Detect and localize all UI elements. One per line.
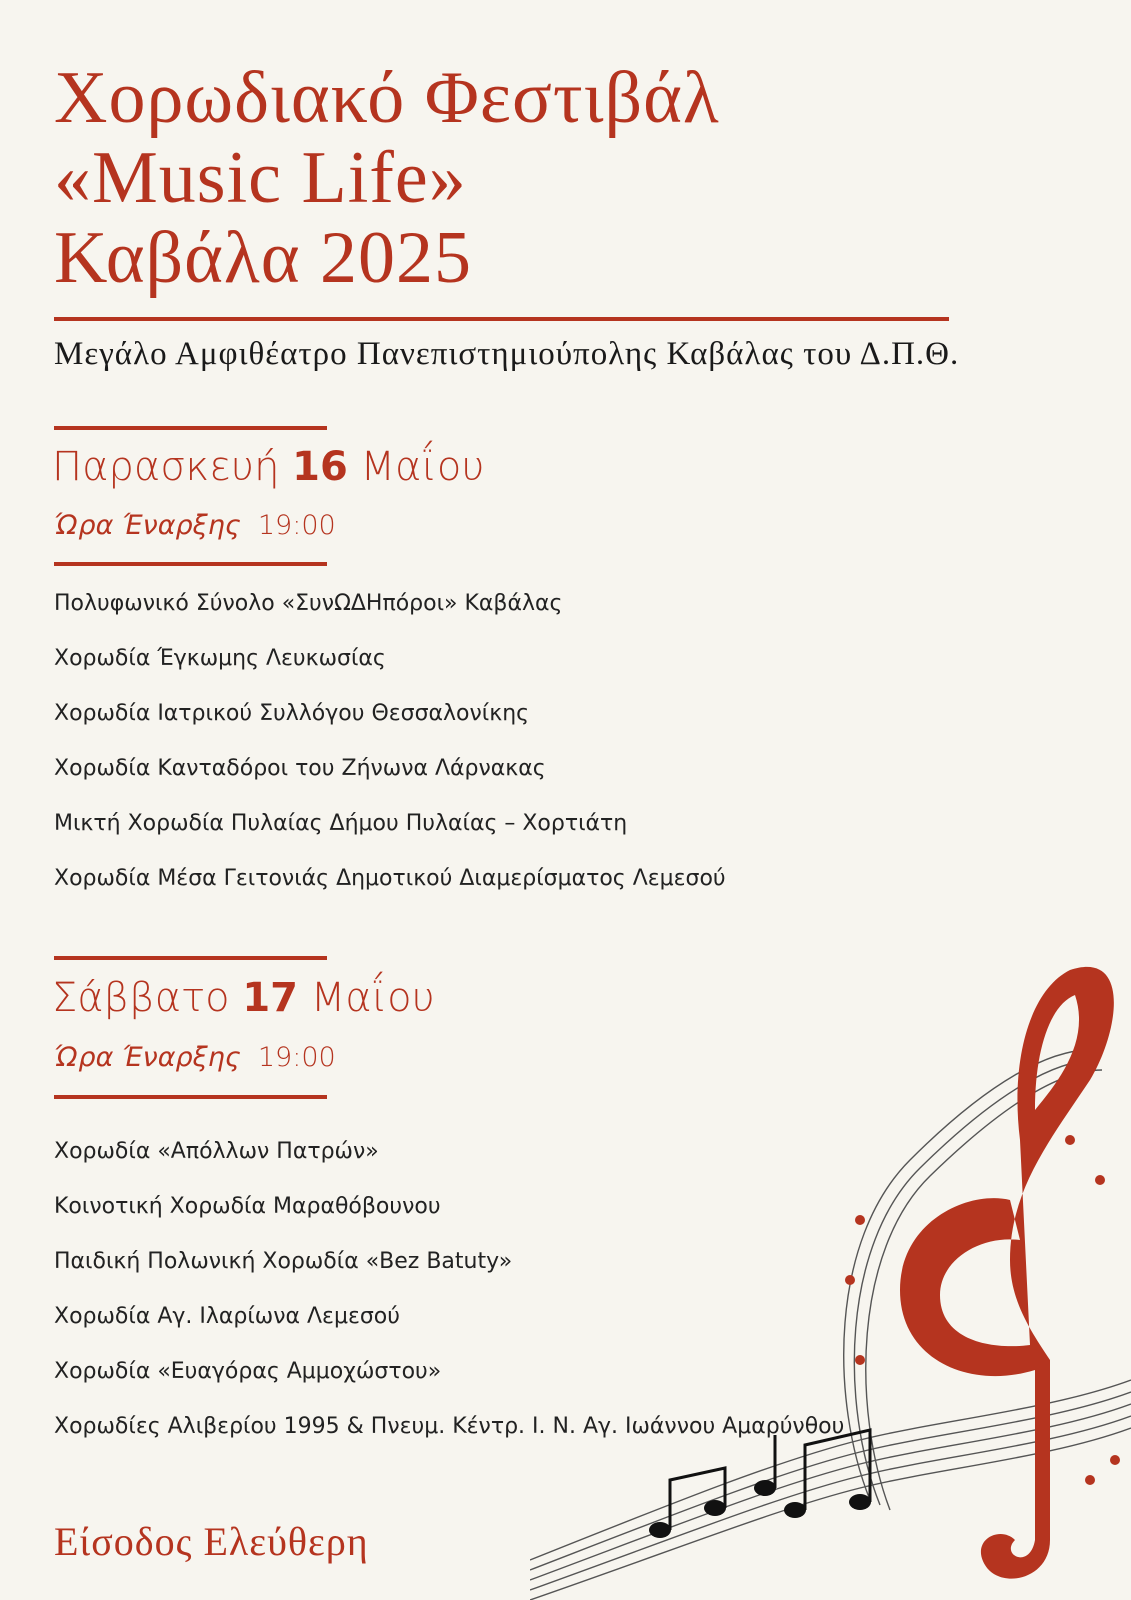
title-line-1: Χορωδιακό Φεστιβάλ [54, 57, 720, 139]
list-item: Κοινοτική Χορωδία Μαραθόβουνου [54, 1194, 441, 1219]
title-line-2: «Music Life» [54, 137, 467, 219]
day2-weekday: Σάββατο [52, 975, 230, 1021]
day2-top-divider [54, 956, 327, 960]
list-item: Χορωδίες Αλιβερίου 1995 & Πνευμ. Κέντρ. Ι. Ν. Αγ. Ιωάννου Αμαρύνθου [54, 1414, 845, 1439]
day1-time [54, 510, 336, 541]
day2-date: 17 [242, 975, 299, 1021]
day1-date: 16 [292, 444, 348, 490]
day1-heading [52, 444, 485, 490]
list-item: Χορωδία Κανταδόροι του Ζήνωνα Λάρνακας [54, 756, 546, 781]
list-item: Πολυφωνικό Σύνολο «ΣυνΩΔΗπόροι» Καβάλας [54, 591, 563, 616]
day1-bottom-divider [54, 562, 327, 566]
day2-time-value: 19:00 [257, 1042, 336, 1073]
festival-title [54, 58, 720, 298]
list-item: Χορωδία «Απόλλων Πατρών» [54, 1139, 379, 1164]
day2-bottom-divider [54, 1095, 327, 1099]
list-item: Χορωδία Αγ. Ιλαρίωνα Λεμεσού [54, 1304, 400, 1329]
day1-month: Μαΐου [360, 444, 485, 490]
venue: Μεγάλο Αμφιθέατρο Πανεπιστημιούπολης Καβάλας του Δ.Π.Θ. [54, 336, 960, 372]
day1-choir-list [54, 589, 726, 919]
free-entry-label: Είσοδος Ελεύθερη [54, 1519, 369, 1564]
day1-time-label: Ώρα Έναρξης [54, 510, 241, 541]
list-item: Χορωδία Έγκωμης Λευκωσίας [54, 646, 386, 671]
list-item: Παιδική Πολωνική Χορωδία «Bez Batuty» [54, 1249, 513, 1274]
list-item: Χορωδία Μέσα Γειτονιάς Δημοτικού Διαμερίσματος Λεμεσού [54, 866, 726, 891]
title-divider [54, 317, 949, 321]
day2-heading [52, 975, 435, 1021]
day2-time-label: Ώρα Έναρξης [54, 1042, 241, 1073]
title-line-3: Καβάλα 2025 [54, 217, 473, 299]
day1-weekday: Παρασκευή [52, 444, 280, 490]
list-item: Μικτή Χορωδία Πυλαίας Δήμου Πυλαίας – Χορτιάτη [54, 811, 628, 836]
day1-top-divider [54, 426, 327, 430]
treble-clef-icon [530, 940, 1131, 1600]
day2-month: Μαΐου [310, 975, 435, 1021]
day1-time-value: 19:00 [257, 510, 336, 541]
list-item: Χορωδία «Ευαγόρας Αμμοχώστου» [54, 1359, 442, 1384]
day2-time [54, 1042, 336, 1073]
list-item: Χορωδία Ιατρικού Συλλόγου Θεσσαλονίκης [54, 701, 530, 726]
